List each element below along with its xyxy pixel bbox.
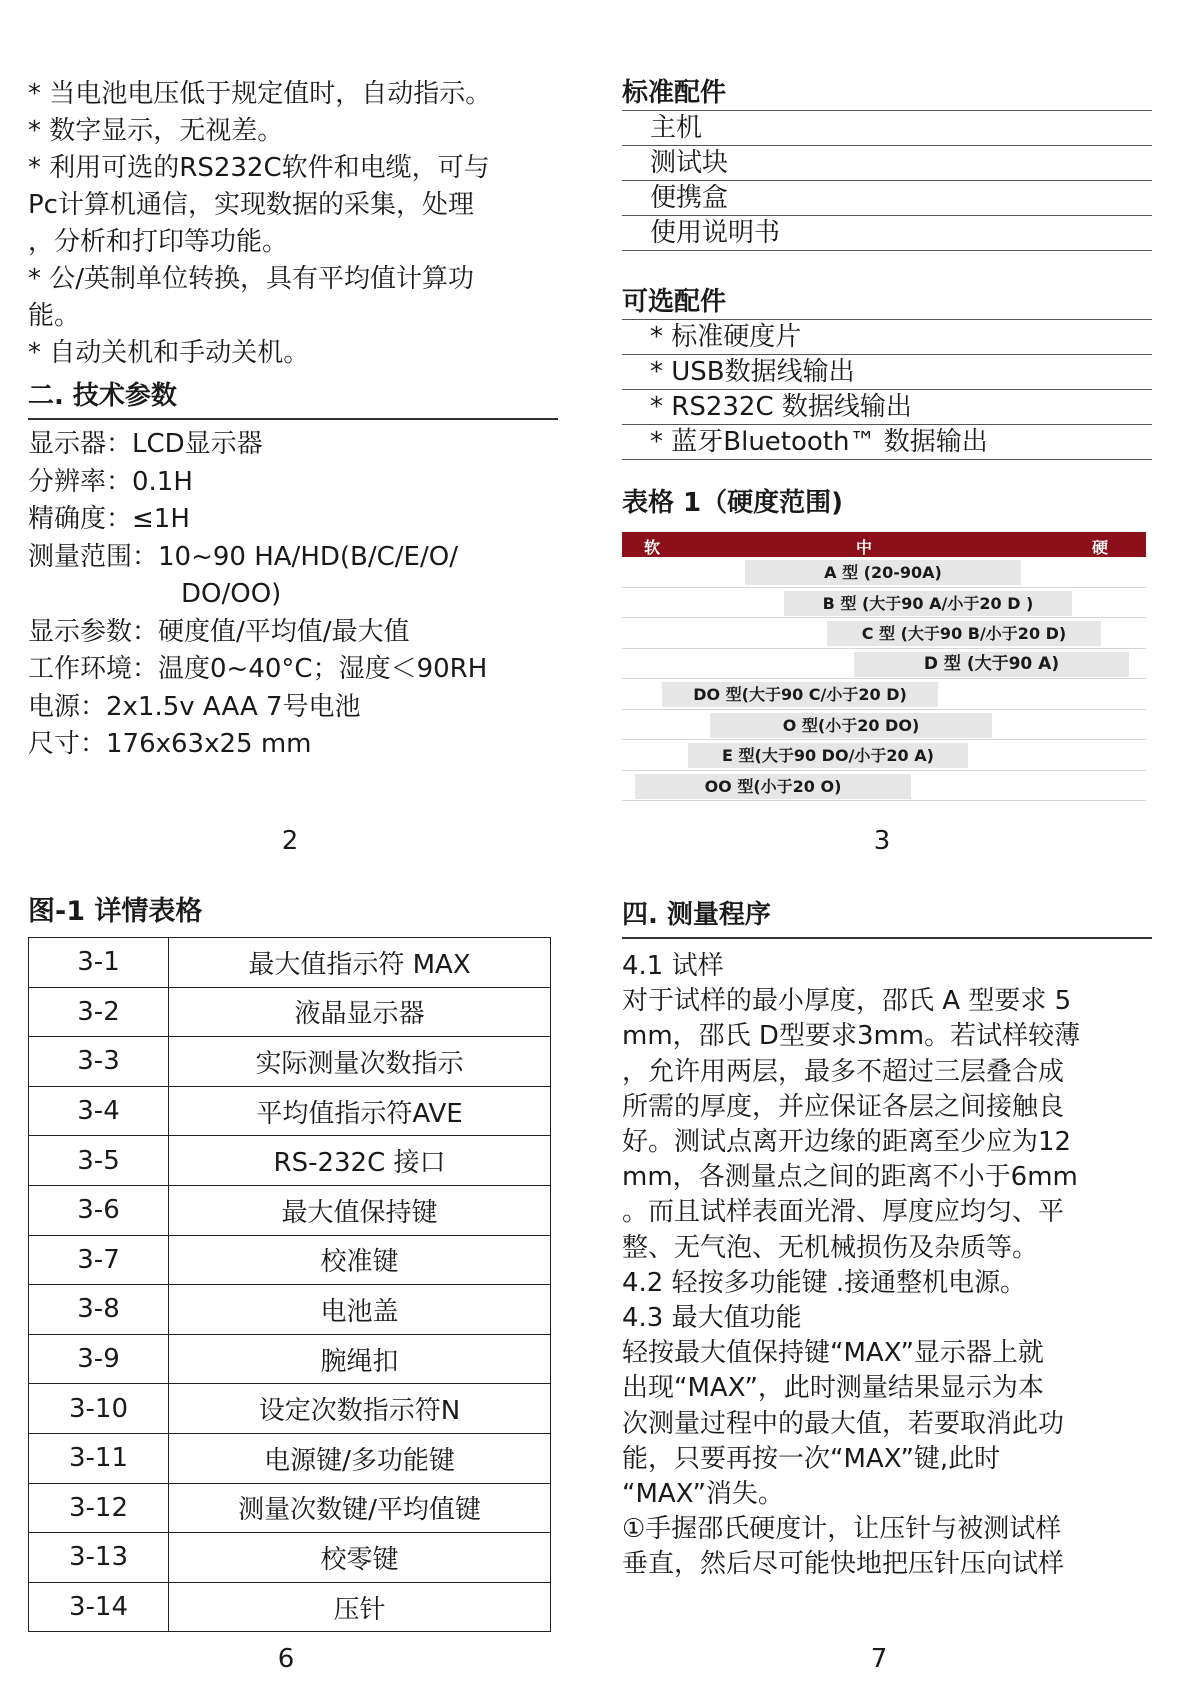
spec-environment: 工作环境：温度0~40°C；湿度＜90RH [28,654,488,684]
row-description: 电源键/多功能键 [169,1433,551,1483]
spec-display-params: 显示参数：硬度值/平均值/最大值 [28,616,410,647]
page-7 [622,895,1152,1583]
detail-table [28,937,551,1632]
standard-accessories-title: 标准配件 [622,78,727,108]
row-code: 3-8 [29,1285,169,1335]
row-description: 校准键 [169,1235,551,1285]
feature-units-line1: * 公/英制单位转换，具有平均值计算功 [28,264,475,294]
page-6 [28,895,558,1632]
row-code: 3-3 [29,1037,169,1087]
text-line: ，允许用两层，最多不超过三层叠合成 [622,1056,1065,1087]
table-row [29,1185,551,1235]
feature-digital-display: * 数字显示，无视差。 [28,116,284,146]
standard-item: 使用说明书 [622,215,1152,250]
row-code: 3-10 [29,1384,169,1434]
optional-item: * 蓝牙Bluetooth™ 数据输出 [622,424,1152,459]
range-e: E 型(大于90 DO/小于20 A) [688,743,968,768]
optional-item: * RS232C 数据线输出 [622,389,1152,424]
feature-rs232-line3: ，分析和打印等功能。 [28,227,289,257]
table-row [29,1086,551,1136]
standard-item: 测试块 [622,145,1152,180]
row-description: 最大值保持键 [169,1185,551,1235]
page-3 [622,76,1152,801]
row-code: 3-13 [29,1533,169,1583]
standard-item: 便携盒 [622,180,1152,215]
divider [622,250,1152,251]
spec-power: 电源：2x1.5v AAA 7号电池 [28,691,361,722]
row-description: 设定次数指示符N [169,1384,551,1434]
row-description: 电池盖 [169,1285,551,1335]
feature-auto-off: * 自动关机和手动关机。 [28,338,310,368]
section-title-tech-params: 二. 技术参数 [28,376,558,420]
text-line: “MAX”消失。 [622,1479,784,1510]
table-row [29,1433,551,1483]
row-description: 最大值指示符 MAX [169,938,551,988]
table-row [29,1334,551,1384]
row-description: 校零键 [169,1533,551,1583]
divider [622,459,1152,460]
row-code: 3-1 [29,938,169,988]
table-row [29,1533,551,1583]
range-b: B 型 (大于90 A/小于20 D ) [784,591,1072,616]
feature-rs232-line1: * 利用可选的RS232C软件和电缆，可与 [28,153,490,183]
text-line: 垂直，然后尽可能快地把压针压向试样 [622,1549,1065,1580]
row-description: 测量次数键/平均值键 [169,1483,551,1533]
scale-medium-label: 中 [856,538,873,557]
text-line: 所需的厚度，并应保证各层之间接触良 [622,1091,1065,1122]
table-row [29,987,551,1037]
text-line: 能，只要再按一次“MAX”键,此时 [622,1443,1001,1474]
hardness-row [622,740,1146,771]
range-d: D 型 (大于90 A) [854,652,1129,677]
table-row [29,1037,551,1087]
spec-size: 尺寸：176x63x25 mm [28,729,312,759]
text-line: 对于试样的最小厚度，邵氏 A 型要求 5 [622,986,1072,1017]
range-c: C 型 (大于90 B/小于20 D) [827,621,1101,646]
range-a: A 型 (20-90A) [745,560,1021,585]
text-line: mm，邵氏 D型要求3mm。若试样较薄 [622,1021,1081,1052]
row-code: 3-9 [29,1334,169,1384]
text-line: 好。测试点离开边缘的距离至少应为12 [622,1127,1072,1158]
hardness-scale-bar [622,532,1146,557]
row-code: 3-2 [29,987,169,1037]
spec-accuracy: 精确度：≤1H [28,504,190,534]
hardness-row [622,649,1146,680]
text-line: 次测量过程中的最大值，若要取消此功 [622,1408,1065,1439]
text-line: 4.3 最大值功能 [622,1303,802,1334]
row-code: 3-12 [29,1483,169,1533]
page-number-6: 6 [277,1644,295,1674]
measurement-procedure-text [622,949,1152,1583]
text-line: mm，各测量点之间的距离不小于6mm [622,1162,1078,1193]
row-description: RS-232C 接口 [169,1136,551,1186]
text-line: ①手握邵氏硬度计，让压针与被测试样 [622,1514,1062,1545]
scale-hard-label: 硬 [1092,538,1109,557]
row-description: 实际测量次数指示 [169,1037,551,1087]
text-line: 整、无气泡、无机械损伤及杂质等。 [622,1232,1039,1263]
spec-range: 测量范围：10~90 HA/HD(B/C/E/O/ [28,541,458,572]
hardness-row [622,679,1146,710]
table-row [29,1483,551,1533]
table-row [29,1235,551,1285]
row-code: 3-6 [29,1185,169,1235]
table-row [29,1136,551,1186]
row-code: 3-4 [29,1086,169,1136]
row-description: 液晶显示器 [169,987,551,1037]
row-code: 3-11 [29,1433,169,1483]
range-oo: OO 型(小于20 O) [635,774,911,799]
text-line: 。而且试样表面光滑、厚度应均匀、平 [622,1197,1065,1228]
row-description: 平均值指示符AVE [169,1086,551,1136]
page-number-3: 3 [873,826,891,856]
hardness-table-title: 表格 1（硬度范围) [622,488,844,518]
row-code: 3-5 [29,1136,169,1186]
scale-soft-label: 软 [644,538,661,557]
table-row [29,1582,551,1632]
hardness-row [622,710,1146,741]
detail-table-title: 图-1 详情表格 [28,896,203,927]
optional-accessories-title: 可选配件 [622,287,727,317]
row-code: 3-7 [29,1235,169,1285]
page-number-2: 2 [281,826,299,856]
section-title-measurement: 四. 测量程序 [622,895,1152,939]
text-line: 4.2 轻按多功能键 .接通整机电源。 [622,1267,1027,1298]
spec-resolution: 分辨率：0.1H [28,466,193,497]
text-line: 4.1 试样 [622,951,724,981]
table-row [29,1384,551,1434]
optional-item: * 标准硬度片 [622,319,1152,354]
text-line: 出现“MAX”，此时测量结果显示为本 [622,1373,1044,1404]
page-2 [28,76,558,764]
table-row [29,938,551,988]
page-number-7: 7 [870,1644,888,1674]
range-o: O 型(小于20 DO) [710,713,992,738]
feature-low-battery: * 当电池电压低于规定值时，自动指示。 [28,79,492,109]
optional-item: * USB数据线输出 [622,354,1152,389]
text-line: 轻按最大值保持键“MAX”显示器上就 [622,1338,1044,1369]
standard-item: 主机 [622,110,1152,145]
row-code: 3-14 [29,1582,169,1632]
hardness-row [622,557,1146,588]
hardness-row [622,771,1146,802]
hardness-row [622,618,1146,649]
row-description: 腕绳扣 [169,1334,551,1384]
range-do: DO 型(大于90 C/小于20 D) [662,682,938,707]
spec-display: 显示器：LCD显示器 [28,429,263,459]
spec-list [28,426,558,764]
table-row [29,1285,551,1335]
hardness-range-chart [622,532,1146,801]
spec-range-cont: DO/OO) [181,579,282,609]
feature-rs232-line2: Pc计算机通信，实现数据的采集，处理 [28,190,474,220]
row-description: 压针 [169,1582,551,1632]
hardness-row [622,588,1146,619]
feature-units-line2: 能。 [28,301,81,331]
